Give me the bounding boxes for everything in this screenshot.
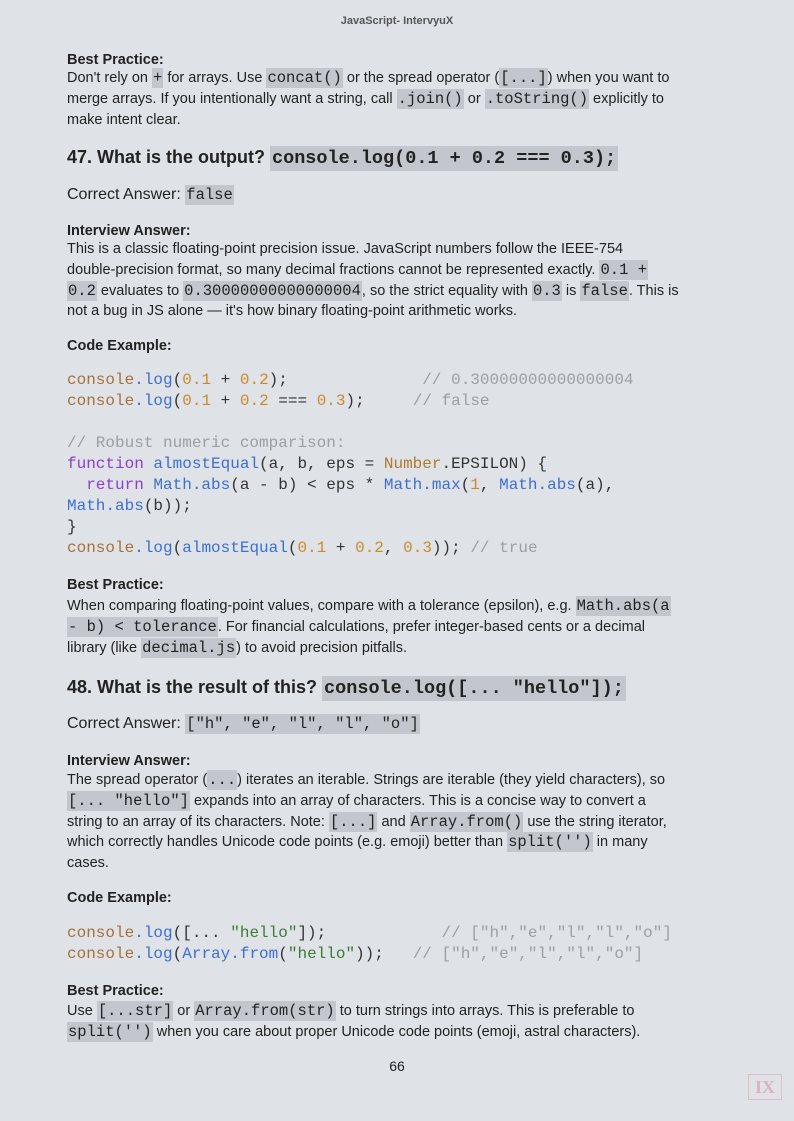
inline-code: .join() — [397, 89, 463, 108]
code-token: + — [326, 539, 356, 557]
section-label: Best Practice: — [67, 52, 164, 68]
text-line — [67, 68, 669, 89]
text-line — [67, 186, 234, 204]
code-token: ( — [287, 539, 298, 557]
text-line — [67, 791, 667, 812]
code-token: "hello" — [230, 924, 298, 942]
text-line — [67, 89, 669, 110]
text-run: This is a classic floating-point precision issue. JavaScript numbers follow the IEEE-754 — [67, 241, 624, 257]
text-line — [67, 617, 671, 638]
inline-code: decimal.js — [142, 638, 236, 657]
code-line — [67, 433, 634, 454]
code-token: Math.abs — [67, 497, 144, 515]
code-token: )); — [355, 945, 413, 963]
code-line — [67, 944, 672, 965]
text-line — [67, 832, 667, 853]
code-token: Math.abs — [499, 476, 576, 494]
text-line — [67, 281, 679, 302]
code-token: console — [67, 924, 135, 942]
code-token: ( — [172, 392, 183, 410]
code-line — [67, 923, 672, 944]
inline-code: console.log([... "hello"]); — [324, 678, 624, 699]
text-run: expands into an array of characters. This is a concise way to convert a — [189, 792, 646, 809]
question-heading — [67, 674, 626, 702]
text-line — [67, 260, 679, 281]
paragraph — [67, 68, 669, 130]
correct-answer — [67, 186, 234, 204]
inline-code: - b) < tolerance — [68, 617, 217, 636]
code-token: ( — [172, 539, 183, 557]
text-line — [67, 1022, 640, 1043]
inline-code: 0.30000000000000004 — [184, 281, 361, 300]
text-run: ) iterates an iterable. Strings are iterable (they yield characters), so — [237, 772, 666, 788]
code-token: , — [383, 539, 404, 557]
code-token: ]); — [297, 924, 442, 942]
paragraph — [67, 596, 671, 658]
inline-code: Array.from(str) — [195, 1002, 335, 1020]
text-run: . This is — [628, 282, 679, 299]
page-header: JavaScript- IntervyuX — [340, 15, 454, 27]
code-token: (b)); — [143, 497, 192, 515]
inline-code: 0.1 + — [600, 260, 647, 279]
code-token: (a), — [575, 476, 615, 494]
code-token: // ["h","e","l","l","o"] — [412, 945, 644, 963]
inline-code: .toString() — [485, 89, 589, 108]
text-line — [67, 853, 667, 874]
code-token: + — [211, 371, 240, 389]
text-line — [67, 596, 671, 617]
text-run: or — [463, 90, 485, 107]
text-run: string to an array of its characters. Note: — [67, 813, 329, 830]
paragraph — [67, 239, 679, 322]
code-token: 0.3 — [403, 539, 432, 557]
text-run: ) when you want to — [547, 70, 670, 86]
code-token: + — [211, 392, 240, 410]
inline-code: + — [152, 69, 163, 87]
code-token: 0.3 — [316, 392, 346, 410]
intervyux-logo: IX — [748, 1074, 782, 1100]
code-token: 0.2 — [239, 392, 269, 410]
text-line — [67, 239, 679, 260]
text-run: when you care about proper Unicode code points (emoji, astral characters). — [152, 1023, 641, 1040]
code-token: .log — [134, 945, 173, 963]
code-token: (a - b) < eps * — [230, 476, 384, 494]
text-run: The spread operator ( — [67, 772, 208, 788]
inline-code: [...str] — [97, 1002, 173, 1020]
code-token: (a, b, eps = — [259, 455, 384, 473]
text-line — [67, 812, 667, 833]
text-line — [67, 638, 671, 659]
code-line — [67, 412, 634, 433]
code-token: ( — [172, 945, 183, 963]
text-run: Correct Answer: — [67, 715, 186, 732]
code-token: Math.max — [383, 476, 461, 494]
text-line — [67, 1001, 640, 1022]
inline-code: false — [581, 281, 628, 300]
code-line — [67, 496, 634, 517]
text-run: cases. — [67, 855, 109, 872]
text-line — [67, 144, 618, 172]
code-token: console — [67, 539, 135, 557]
code-token: ); — [345, 392, 413, 410]
inline-code: 0.3 — [532, 281, 561, 300]
text-run: for arrays. Use — [163, 70, 267, 86]
inline-code: ["h", "e", "l", "l", "o"] — [186, 715, 419, 733]
code-token: .log — [134, 539, 173, 557]
inline-code: Array.from() — [410, 812, 523, 831]
inline-code: 0.2 — [68, 281, 96, 300]
code-token: // true — [470, 539, 538, 557]
section-label: Interview Answer: — [67, 223, 191, 239]
text-run: evaluates to — [96, 282, 184, 299]
code-token: } — [67, 518, 77, 536]
inline-code: [...] — [500, 69, 547, 87]
text-run: When comparing floating-point values, compare with a tolerance (epsilon), e.g. — [67, 598, 576, 614]
code-token: ); — [268, 371, 423, 389]
code-token: .EPSILON) { — [441, 455, 548, 473]
code-token: console — [67, 371, 135, 389]
section-label: Best Practice: — [67, 577, 164, 593]
code-token: Number — [383, 455, 442, 473]
code-line — [67, 538, 634, 559]
code-token: )); — [431, 539, 471, 557]
inline-code: Math.abs(a — [576, 597, 670, 615]
code-token: 0.1 — [182, 371, 212, 389]
text-run: 47. What is the output? — [67, 147, 270, 167]
text-run: Don't rely on — [67, 70, 152, 86]
code-token: Array.from — [182, 945, 279, 963]
text-run: which correctly handles Unicode code points (e.g. emoji) better than — [67, 834, 508, 851]
page-number: 66 — [389, 1058, 405, 1074]
code-block — [67, 923, 672, 965]
code-token: ([... — [172, 924, 231, 942]
inline-code: false — [186, 186, 233, 204]
code-token: , — [479, 476, 500, 494]
text-run: 48. What is the result of this? — [67, 677, 323, 697]
inline-code: console.log(0.1 + 0.2 === 0.3); — [272, 148, 617, 169]
text-run: in many — [592, 834, 648, 851]
code-token: Math.abs — [143, 476, 231, 494]
text-run: merge arrays. If you intentionally want a string, call — [67, 90, 397, 107]
code-line — [67, 475, 634, 496]
code-token: 0.2 — [239, 371, 269, 389]
inline-code: [... "hello"] — [68, 791, 189, 810]
section-label: Code Example: — [67, 890, 172, 906]
code-line — [67, 517, 634, 538]
code-token: 1 — [470, 476, 480, 494]
inline-code: split('') — [68, 1022, 152, 1041]
text-run: and — [377, 813, 410, 830]
code-block — [67, 370, 634, 559]
text-run: is — [561, 282, 581, 299]
code-token: return — [67, 476, 144, 494]
text-run: Correct Answer: — [67, 186, 186, 203]
code-token: "hello" — [287, 945, 356, 963]
correct-answer — [67, 715, 420, 733]
text-run: to turn strings into arrays. This is preferable to — [335, 1003, 635, 1019]
code-token: function — [67, 455, 144, 473]
text-run: use the string iterator, — [523, 813, 667, 830]
inline-code: [...] — [329, 812, 377, 831]
text-run: or — [173, 1003, 195, 1019]
text-run: or the spread operator ( — [342, 70, 500, 86]
text-run: double-precision format, so many decimal fractions cannot be represented exactly. — [67, 261, 600, 278]
code-token: // 0.30000000000000004 — [422, 371, 634, 389]
code-token: 0.2 — [355, 539, 384, 557]
paragraph — [67, 1001, 640, 1043]
text-run: ) to avoid precision pitfalls. — [236, 639, 407, 656]
text-run: library (like — [67, 639, 142, 656]
code-token: ( — [278, 945, 288, 963]
code-token: console — [67, 392, 135, 410]
code-token: almostEqual — [182, 539, 288, 557]
text-line — [67, 301, 679, 322]
paragraph — [67, 770, 667, 874]
code-token: // Robust numeric comparison: — [67, 434, 346, 452]
inline-code: ... — [208, 771, 237, 789]
code-token: // ["h","e","l","l","o"] — [441, 924, 672, 942]
inline-code: split('') — [508, 833, 592, 852]
section-label: Code Example: — [67, 338, 172, 354]
section-label: Interview Answer: — [67, 753, 191, 769]
text-line — [67, 715, 420, 733]
text-run: not a bug in JS alone — it's how binary floating-point arithmetic works. — [67, 303, 518, 320]
code-token: .log — [134, 924, 173, 942]
text-run: explicitly to — [589, 90, 664, 107]
section-label: Best Practice: — [67, 983, 164, 999]
code-token: 0.1 — [297, 539, 327, 557]
text-line — [67, 110, 669, 131]
text-line — [67, 674, 626, 702]
code-token: === — [268, 392, 317, 410]
code-token: 0.1 — [182, 392, 212, 410]
code-token: console — [67, 945, 135, 963]
code-line — [67, 370, 634, 391]
inline-code: concat() — [267, 69, 342, 87]
code-token: ( — [460, 476, 471, 494]
text-run: . For financial calculations, prefer integer-based cents or a decimal — [217, 618, 645, 635]
code-token: // false — [412, 392, 490, 410]
code-line — [67, 454, 634, 475]
question-heading — [67, 144, 618, 172]
code-token: .log — [134, 371, 173, 389]
text-run: , so the strict equality with — [361, 282, 532, 299]
code-line — [67, 391, 634, 412]
code-token: almostEqual — [143, 455, 260, 473]
code-token: .log — [134, 392, 173, 410]
code-token: ( — [172, 371, 183, 389]
text-run: make intent clear. — [67, 111, 181, 128]
text-line — [67, 770, 667, 791]
text-run: Use — [67, 1003, 97, 1019]
